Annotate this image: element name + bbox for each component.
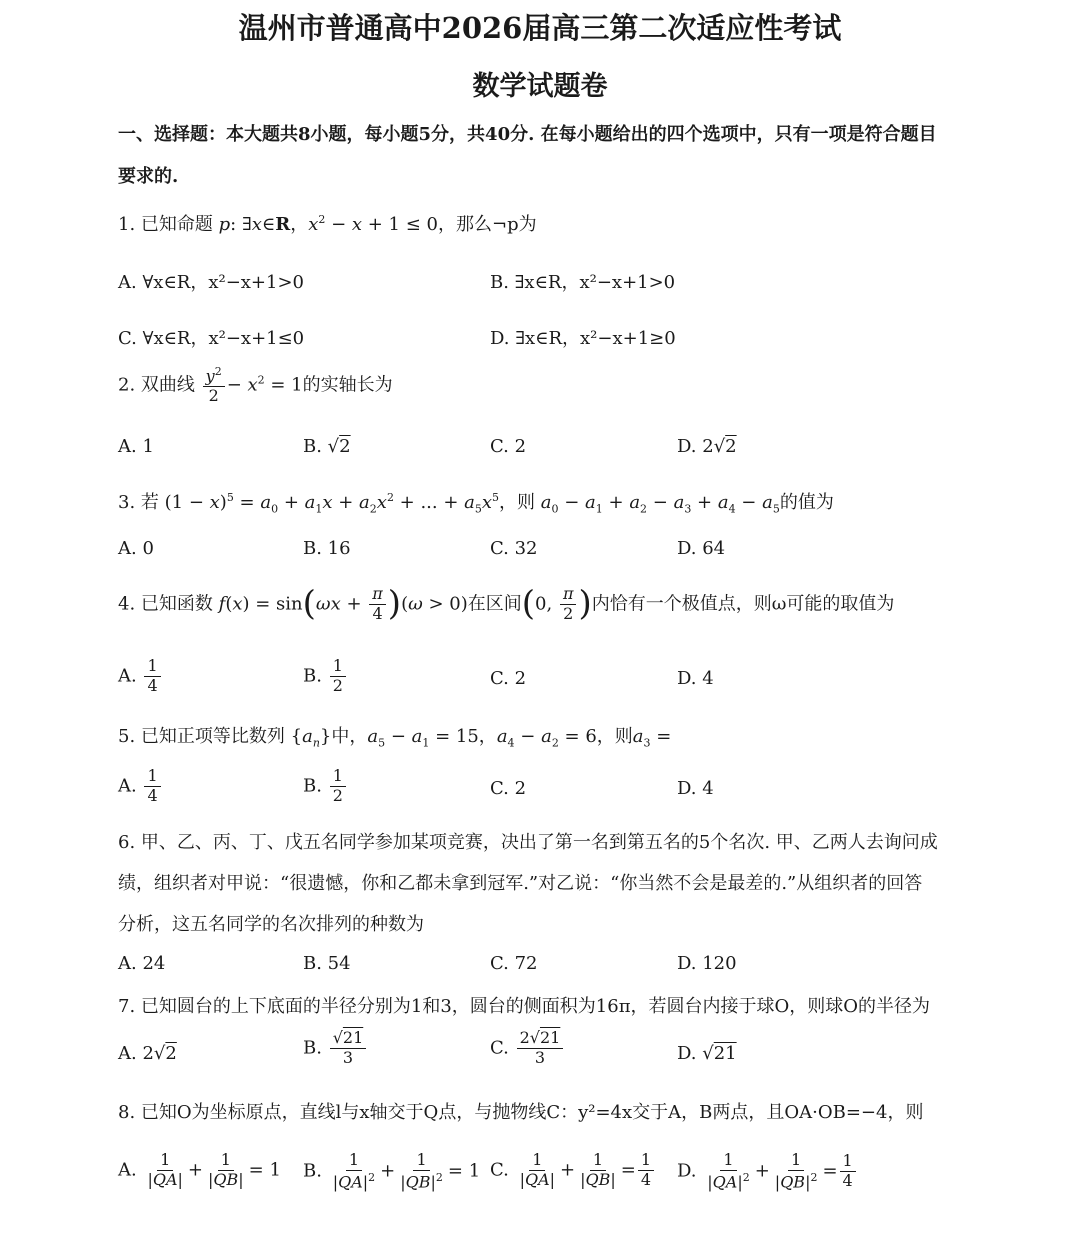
question-8: 8. 已知O为坐标原点，直线l与x轴交于Q点，与抛物线C：y²=4x交于A，B两点，且OA·OB=−4，则 (118, 1102, 924, 1123)
question-1-formula: p: ∃x∈R，$x^2 - x + 1 \le 0$ (218, 213, 438, 235)
question-6-line2: 绩，组织者对甲说：“很遗憾，你和乙都未拿到冠军.”对乙说：“你当然不会是最差的.”从组织者的回答 (118, 873, 923, 894)
q7-option-d-label: D. (677, 1043, 697, 1064)
question-1-tail: ，那么¬p为 (438, 214, 537, 235)
q2-option-d-label: D. (677, 436, 697, 457)
paper-subtitle: 数学试题卷 (472, 71, 608, 102)
q2-option-d: D. 2√2 (677, 436, 737, 457)
question-5-mid: 中， (331, 726, 368, 747)
q8-option-c-label: C. (490, 1159, 509, 1181)
question-1-label: 1. 已知命题 (118, 214, 213, 235)
q4-option-a: A. $\frac{1}{4}$ (118, 658, 163, 695)
q6-option-c: C. 72 (490, 953, 538, 974)
question-4-tail: 内恰有一个极值点，则ω可能的取值为 (591, 593, 895, 615)
q4-option-b-label: B. (303, 665, 322, 687)
q1-option-d: D. ∃x∈R，x²−x+1≥0 (490, 328, 676, 349)
q4-option-a-label: A. (118, 665, 137, 687)
q5-option-a-label: A. (118, 775, 137, 797)
q4-fraction-pi-2: $\frac{\pi}{2}$ (560, 586, 577, 623)
q7-option-b-label: B. (303, 1037, 322, 1059)
q8-option-b: B. $\frac{1}{|QA|^2}$ + $\frac{1}{|QB|^2}$ = 1 (303, 1150, 481, 1192)
q3-option-d: D. 64 (677, 538, 726, 559)
q6-option-b: B. 54 (303, 953, 351, 974)
q8-option-b-label: B. (303, 1160, 322, 1182)
q7-option-c-label: C. (490, 1037, 509, 1059)
question-4-label: 4. 已知函数 (118, 593, 213, 615)
question-4-mid: 在区间 (467, 593, 522, 615)
q2-fraction: $\frac{y^2}{2}$ (203, 366, 225, 405)
q4-option-c: C. 2 (490, 668, 527, 689)
q3-option-b: B. 16 (303, 538, 351, 559)
question-3: 3. 若 $(1 - x)^5 = a_0 + a_1x + a_2x^2$ + ... + $a_5x^5$，则 $a_0 - a_1 + a_2 - a_3 + a_4 - a_5$的值为 (118, 491, 834, 516)
section-heading-line1: 一、选择题：本大题共8小题，每小题5分，共40分. 在每小题给出的四个选项中，只有一项是符合题目 (118, 124, 937, 145)
question-1 (118, 210, 537, 236)
section-heading-line2: 要求的. (118, 166, 179, 187)
q5-option-a: A. $\frac{1}{4}$ (118, 768, 163, 805)
q8-option-a: A. $\frac{1}{|QA|}$ + $\frac{1}{|QB|}$ = 1 (118, 1150, 281, 1189)
q8-option-a-label: A. (118, 1159, 137, 1181)
question-4: 4. 已知函数 f(x) = sin(ωx + $\frac{\pi}{4}$ )(ω > 0)在区间(0, $\frac{\pi}{2}$ )内恰有一个极值点，则ω可能的取值为 (118, 583, 895, 624)
question-6-line3: 分析，这五名同学的名次排列的种数为 (118, 914, 424, 935)
q1-option-b: B. ∃x∈R，x²−x+1>0 (490, 272, 676, 293)
question-5: 5. 已知正项等比数列 $\{a_n\}$中，$a_5 - a_1 = 15$，$a_4 - a_2 = 6$，则$a_3$ = (118, 726, 672, 750)
q4-option-d: D. 4 (677, 668, 714, 689)
q3-option-c: C. 32 (490, 538, 538, 559)
q5-option-d: D. 4 (677, 778, 714, 799)
exam-title: 温州市普通高中2026届高三第二次适应性考试 (238, 11, 842, 45)
q8-option-d-label: D. (677, 1160, 697, 1182)
q5-option-b-label: B. (303, 775, 322, 797)
q6-option-d: D. 120 (677, 953, 737, 974)
question-5-label: 5. 已知正项等比数列 (118, 726, 285, 747)
question-2: 2. 双曲线 $\frac{y^2}{2}$ − $x^2 = 1$的实轴长为 (118, 365, 393, 406)
q4-option-b: B. $\frac{1}{2}$ (303, 658, 348, 695)
q8-option-c: C. $\frac{1}{|QA|}$ + $\frac{1}{|QB|}$ = $\frac{1}{4}$ (490, 1152, 656, 1189)
q5-option-c: C. 2 (490, 778, 527, 799)
q7-option-a: A. 2√2 (118, 1043, 177, 1064)
q6-option-a: A. 24 (118, 953, 166, 974)
q1-option-c: C. ∀x∈R，x²−x+1≤0 (118, 328, 305, 349)
q5-option-b: B. $\frac{1}{2}$ (303, 768, 348, 805)
q2-option-c: C. 2 (490, 436, 527, 457)
q2-option-b-label: B. (303, 436, 322, 457)
question-3-tail: 的值为 (779, 492, 834, 513)
q2-option-b: B. √2 (303, 436, 351, 457)
question-7: 7. 已知圆台的上下底面的半径分别为1和3，圆台的侧面积为16π，若圆台内接于球O，则球O的半径为 (118, 996, 931, 1017)
q4-fraction-pi-4: $\frac{\pi}{4}$ (369, 586, 386, 623)
question-5-tail: ，则 (596, 726, 633, 747)
question-2-tail: 的实轴长为 (302, 374, 393, 396)
q3-option-a: A. 0 (118, 538, 154, 559)
q7-option-b: B. $\frac{√21}{3}$ (303, 1030, 368, 1067)
q8-option-d: D. $\frac{1}{|QA|^2}$ + $\frac{1}{|QB|^2}$ = $\frac{1}{4}$ (677, 1152, 858, 1191)
q7-option-c: C. $\frac{2√21}{3}$ (490, 1030, 565, 1067)
question-3-label: 3. 若 (118, 492, 159, 513)
q7-option-d: D. √21 (677, 1043, 737, 1064)
q7-option-a-label: A. (118, 1043, 137, 1064)
question-6-line1: 6. 甲、乙、丙、丁、戊五名同学参加某项竞赛，决出了第一名到第五名的5个名次. 甲、乙两人去询问成 (118, 832, 938, 853)
q2-option-a: A. 1 (118, 436, 154, 457)
q1-option-a: A. ∀x∈R，x²−x+1>0 (118, 272, 305, 293)
question-2-label: 2. 双曲线 (118, 374, 195, 396)
